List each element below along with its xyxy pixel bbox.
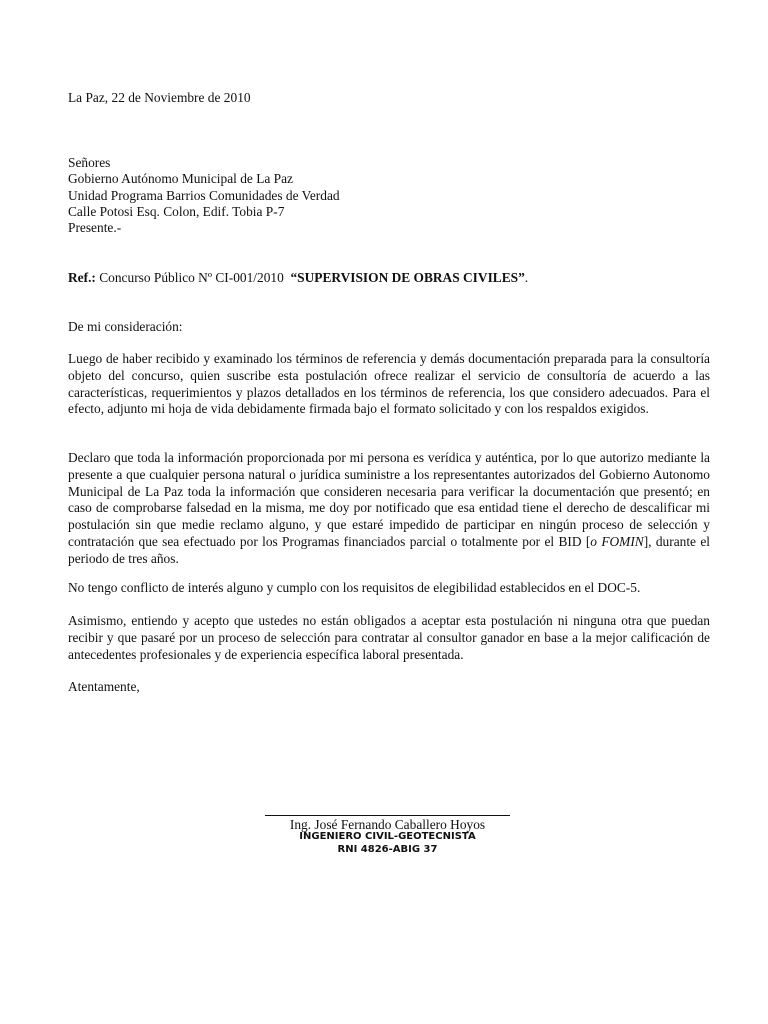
signature-line [265, 815, 510, 816]
greeting: De mi consideración: [68, 319, 183, 334]
recipient-presente: Presente.- [68, 220, 122, 235]
paragraph-2 [68, 450, 710, 568]
signature-registration: RNI 4826-ABIG 37 [337, 844, 438, 855]
paragraph-1: Luego de haber recibido y examinado los términos de referencia y demás documentación preparada para la consultoría objeto del concurso, quien suscribe esta postulación ofrece realizar el servicio de consultoría de acuerdo a las características, requerimientos y plazos detallados en los términos de referencia, los que considero adecuados. Para el efecto, adjunto mi hoja de vida debidamente firmada bajo el formato solicitado y con los respaldos exigidos. [68, 351, 710, 417]
paragraph-2-end: ], durante el periodo de tres años. [68, 533, 710, 566]
letter-date: La Paz, 22 de Noviembre de 2010 [68, 90, 251, 105]
reference-label: Ref.: [68, 270, 96, 285]
recipient-unit: Unidad Programa Barrios Comunidades de Verdad [68, 188, 340, 203]
paragraph-2-main: Declaro que toda la información proporcionada por mi persona es verídica y auténtica, por lo que autorizo mediante la presente a que cualquier persona natural o jurídica suministre a los representantes autorizados del Gobierno Autonomo Municipal de La Paz toda la información que consideren necesaria para verificar la documentación que presentó; en caso de comprobarse falsedad en la misma, me doy por notificado que esa entidad tiene el derecho de descalificar mi postulación sin que medie reclamo alguno, y que estaré impedido de participar en ningún proceso de selección y contratación que sea efectuado por los Programas financiados parcial o totalmente por el BID [ [68, 450, 710, 549]
paragraph-4: Asimismo, entiendo y acepto que ustedes no están obligados a aceptar esta postulación ni ninguna otra que puedan recibir y que pasaré por un proceso de selección para contratar al consultor ganador en base a la mejor calificación de antecedentes profesionales y de experiencia específica laboral presentada. [68, 613, 710, 662]
paragraph-2-italic: o FOMIN [590, 533, 644, 549]
recipient-organization: Gobierno Autónomo Municipal de La Paz [68, 171, 293, 186]
closing: Atentamente, [68, 679, 140, 694]
reference-line [68, 270, 528, 286]
paragraph-3: No tengo conflicto de interés alguno y cumplo con los requisitos de elegibilidad establecidos en el DOC-5. [68, 580, 641, 595]
reference-title: “SUPERVISION DE OBRAS CIVILES” [290, 270, 525, 285]
signature-name: Ing. José Fernando Caballero Hoyos [289, 817, 486, 832]
recipient-salutation: Señores [68, 155, 111, 170]
reference-text: Concurso Público Nº CI-001/2010 [95, 270, 291, 285]
recipient-address: Calle Potosi Esq. Colon, Edif. Tobia P-7 [68, 204, 285, 219]
reference-end: . [524, 270, 529, 285]
signature-title: INGENIERO CIVIL-GEOTECNISTA [299, 831, 476, 842]
